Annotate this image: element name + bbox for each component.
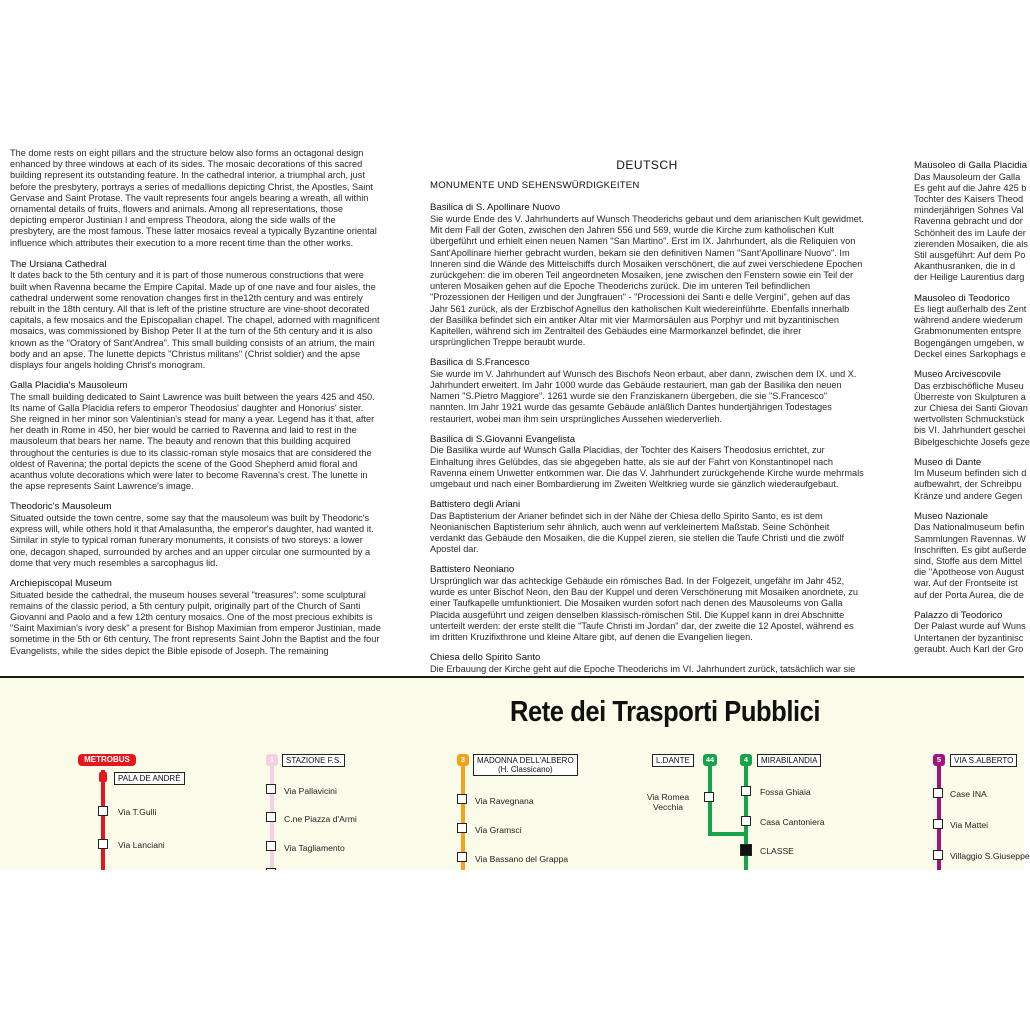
english-section xyxy=(10,380,382,492)
english-intro: The dome rests on eight pillars and the structure below also forms an octagonal design enhanced by three windows at each of its sides. The mosaic decorations of this sacred building represent its outstanding feature. In the cathedral interior, a triumphal arch, just before the presbytery, portrays a series of medallions depicting Christ, the Apostles, Saint Gervase and Saint Protase. The vault represents four angels bearing a wreath, all within ornamental details of fruits, flowers and animals. Among all representations, those depicting emperor Justinian I and empress Theodora, along the side walls of the presbytery, are the most famous. These latter mosaics reveal a typically Byzantine oriental influence which attributes their execution to a more recent time than the other works. xyxy=(10,148,377,248)
section-line: der Heilige Laurentius darg xyxy=(914,272,1025,283)
deutsch-section xyxy=(430,499,864,555)
section-text: Sie wurde Ende des V. Jahrhunderts auf Wunsch Theoderichs gebaut und dem arianischen Kult gewidmet. Mit dem Fall der Goten, zwischen den Jahren 556 und 569, wurde die Kirche zum katholischen Kult übergeführt und erhielt einen neuen Namen "San Martino". Erst im IX. Jahrhundert, als die Reliquien von Sant'Apollinare hierher gebracht wurden, bekam sie den definitiven Namen "Sant'Apollinare Nuovo". Im Inneren sind die Wände des Mittelschiffs durch Mosaiken verschönert, die auf zwei verschiedene Epochen zurückgehen: die im oberen Teil angeordneten Mosaiken, jene zwischen den Fenstern sowie ein Teil der unteren Mosaiken gehen auf die Epoche Theoderichs zurück. Die im unteren Teil befindlichen "Prozessionen der Heiligen und der Jungfrauen" - "Processioni dei Santi e delle Vergini", gehen auf das Jahr 561 zurück, als der Erzbischof Agnellus den katholischen Kult wiedereinführte. Ebenfalls innerhalb der Basilika befindet sich ein antiker Altar mit vier Marmorsäulen aus Porphyr und mit byzantinischen Kapitellen, während sich im Zentralteil des Gebäudes eine Marmorkanzel befindet, die ihrer ursprünglichen Treppe beraubt wurde. xyxy=(430,213,864,348)
stop-label: Via Gramsci xyxy=(475,825,522,835)
right-section xyxy=(914,160,1028,284)
line3-stop xyxy=(457,823,467,833)
section-title: Battistero Neoniano xyxy=(430,564,515,576)
section-text: Sie wurde im V. Jahrhundert auf Wunsch des Bischofs Neon erbaut, aber dann, zwischen dem IX. und X. Jahrhundert erweitert. Im Jahr 1000 wurde das Gebäude restauriert, man gab der Basilika den neuen Namen "S.Pietro Maggiore". 1261 wurde sie den Franziskanern übergeben, die sie "S.Francesco" nannten. Im Jahr 1921 wurde das gesamte Gebäude anläßlich Dantes hundertjährigen Todestages restauriert, wobei man ihm sein ursprüngliches Aussehen wiederverlieh. xyxy=(430,368,857,424)
stop-label: Fossa Ghiaia xyxy=(760,787,811,797)
right-section xyxy=(914,510,1027,601)
stop-label: Via Lanciani xyxy=(118,840,165,850)
stop-label: Case INA xyxy=(950,789,987,799)
section-line: Überreste von Skulpturen a xyxy=(914,391,1026,402)
section-line: minderjährigen Sohnes Val xyxy=(914,205,1024,216)
line5-badge: 5 xyxy=(933,754,945,766)
metrobus-badge: METROBUS xyxy=(78,754,136,766)
section-title: Museo Nazionale xyxy=(914,510,989,522)
section-title: Museo Arcivescovile xyxy=(914,369,1001,381)
section-title: Palazzo di Teodorico xyxy=(914,609,1003,621)
line1-badge: 1 xyxy=(266,754,278,766)
line1-stop xyxy=(266,812,276,822)
english-section xyxy=(10,259,382,371)
stop-label: Via Ravegnana xyxy=(475,796,534,806)
section-line: Bogengängen umgeben, w xyxy=(914,337,1024,348)
section-line: Tochter des Kaisers Theod xyxy=(914,193,1024,204)
section-line: die "Apotheose von August xyxy=(914,567,1025,578)
line1-stop xyxy=(266,784,276,794)
section-line: Inschriften. Es gibt außerde xyxy=(914,544,1027,555)
section-text: Situated beside the cathedral, the museum houses several "treasures": some sculptural remains of the classic period, a 5th century pulpit, originally part of the Church of Santi Giovanni and Paolo and a few 12th century mosaics. One of the most precious exhibits is "Saint Maximian's ivory desk" a present for Bishop Maximian from emperor Justinian, made sometime in the 5th or 6th century. The front represents Saint John the Baptist and the four Evangelists, while the sides depict the Bible episode of Joseph. The remaining xyxy=(10,589,381,656)
line5-stop xyxy=(933,819,943,829)
stop-label: Villaggio S.Giuseppe xyxy=(950,851,1030,861)
transit-title: Rete dei Trasporti Pubblici xyxy=(510,696,821,728)
stop-label: Via Tagliamento xyxy=(284,843,345,853)
line44-terminus: L.DANTE xyxy=(652,754,694,767)
deutsch-section xyxy=(430,434,864,490)
section-line: Im Museum befinden sich d xyxy=(914,468,1027,479)
line1-stop xyxy=(266,841,276,851)
section-line: Schönheit des im Laufe der xyxy=(914,227,1026,238)
line4-stop xyxy=(741,816,751,826)
english-column xyxy=(10,148,382,656)
metrobus-terminus: PALA DE ANDRÈ xyxy=(114,772,185,785)
stop-label: Via T.Gulli xyxy=(118,807,157,817)
line44-stop xyxy=(704,792,714,802)
section-title: Chiesa dello Spirito Santo xyxy=(430,652,541,664)
section-line: zierenden Mosaiken, die als xyxy=(914,238,1028,249)
line3-stop xyxy=(457,852,467,862)
english-section xyxy=(10,578,382,657)
section-line: Das erzbischöfliche Museu xyxy=(914,380,1024,391)
section-title: Archiepiscopal Museum xyxy=(10,578,112,589)
section-line: geraubt. Auch Karl der Gro xyxy=(914,643,1024,654)
section-line: Deckel eines Sarkophags e xyxy=(914,348,1026,359)
section-line: Akanthusranken, die in d xyxy=(914,261,1016,272)
section-line: zur Chiesa dei Santi Giovan xyxy=(914,402,1028,413)
right-section xyxy=(914,292,1027,361)
section-title: The Ursiana Cathedral xyxy=(10,258,107,270)
line5-stop xyxy=(933,788,943,798)
stop-label: C.ne Piazza d'Armi xyxy=(284,814,357,824)
section-title: Theodoric's Mausoleum xyxy=(10,501,112,513)
section-line: Das Nationalmuseum befin xyxy=(914,522,1025,533)
right-column xyxy=(914,160,1030,654)
section-line: auf der Porta Aurea, die de xyxy=(914,589,1024,600)
line3-terminus-sub: (H. Classicano) xyxy=(497,765,553,774)
line44-badge: 44 xyxy=(703,754,717,766)
metrobus-line xyxy=(101,770,105,880)
section-line: Grabmonumenten entspre xyxy=(914,326,1022,337)
metrobus-stop xyxy=(98,839,108,849)
english-section xyxy=(10,501,382,569)
deutsch-section xyxy=(430,202,864,348)
transit-map xyxy=(0,676,1030,872)
section-title: Basilica di S. Apollinare Nuovo xyxy=(430,202,561,214)
section-line: Kränze und andere Gegen xyxy=(914,490,1023,501)
right-section xyxy=(914,369,1030,448)
stop-label: Casa Cantoniera xyxy=(760,817,825,827)
stop-label: CLASSE xyxy=(760,846,794,856)
section-title: Basilica di S.Giovanni Evangelista xyxy=(430,433,576,445)
section-title: Galla Placidia's Mausoleum xyxy=(10,380,128,392)
section-text: It dates back to the 5th century and it is part of those numerous constructions that were built when Ravenna became the Empire Capital. Made up of one nave and four aisles, the cathedral underwent some renovation changes first in the12th century and was entirely rebuilt in the 18th century. All that is left of the pristine structure are vine-shoot decorated capitals, a few mosaics and the Episcopalian chapel. The chapel, adorned with magnificent mosaics, was commissioned by Bishop Peter II at the turn of the 5th century and it is also known as the "Oratory of Sant'Andrea". This small building consists of an atrium, the main body and an apse. The lunette depicts "Christus militans" (Christ soldier) and the apse displays four angels holding Christ's monogram. xyxy=(10,270,380,370)
section-text: The small building dedicated to Saint Lawrence was built between the years 425 and 450. Its name of Galla Placidia refers to emperor Theodosius' daughter and Honorius' sister. She reigned in her minor son Valentinian's stead for many a year. Legend has it that, after her death in Rome in 450, her bier would be carried to Ravenna and laid to rest in the mausoleum that bears her name. The beauty and renown that this building acquired throughout the centuries is due to its classic-roman style mosaics that are considered the oldest of Ravenna; the portal depicts the scene of the Good Shepherd amid floral and acanthus volute decorations which were later to become Ravenna's crest. The lunette in the apse represents Saint Lawrence's image. xyxy=(10,391,375,492)
stop-label: Via Pallavicini xyxy=(284,786,337,796)
section-line: war. Auf der Frontseite ist xyxy=(914,578,1018,589)
section-line: Das Mausoleum der Galla xyxy=(914,171,1021,182)
section-line: Bibelgeschichte Josefs geze xyxy=(914,436,1030,447)
section-line: während andere wiederum xyxy=(914,315,1023,326)
section-text: Ursprünglich war das achteckige Gebäude ein römisches Bad. In der Folgezeit, ungefähr im Jahr 452, wurde es unter Bischof Neon, den Bau der Kuppel und deren Verschönerung mit Mosaiken anordnete, zu einer Taufkapelle umfunktioniert. Die Mosaiken wurden sofort nach denen des Mausoleums von Galla Placida ausgeführt und zeigen denselben klassisch-römischen Stil. Die Kuppel kann in drei Abschnitte unterteilt werden: der erste stellt die "Taufe Christi im Jordan" dar, der zweite die 12 Apostel, während es im dritten Kruzifixthrone und kleine Altare gibt, auf denen die Evangelien liegen. xyxy=(430,575,858,642)
stop-label: Via Mattei xyxy=(950,820,989,830)
section-title: Battistero degli Ariani xyxy=(430,499,521,511)
section-title: Museo di Dante xyxy=(914,456,982,468)
deutsch-section xyxy=(430,357,864,425)
line3-terminus-name: MADONNA DELL'ALBERO xyxy=(477,756,574,765)
line5-terminus: VIA S.ALBERTO xyxy=(950,754,1017,767)
right-section xyxy=(914,456,1027,502)
deutsch-section xyxy=(430,652,864,675)
section-title: Mausoleo di Galla Placidia xyxy=(914,160,1028,171)
section-line: Ravenna gebracht und dor xyxy=(914,216,1023,227)
line3-stop xyxy=(457,794,467,804)
metrobus-stop xyxy=(98,806,108,816)
line4-badge: 4 xyxy=(740,754,752,766)
bottom-margin xyxy=(0,870,1024,1024)
section-title: Basilica di S.Francesco xyxy=(430,357,530,369)
line44-connector xyxy=(708,832,748,836)
section-text: Situated outside the town centre, some say that the mausoleum was built by Theodoric's express will, while others hold it that Amalasuntha, the emperor's daughter, had wanted it. Similar in style to typical roman funerary monuments, it consists of two storeys: a lower one, decagon shaped, surrounded by arches and an upper circular one surmounted by a dome that very much resembles a sarcophagus lid. xyxy=(10,512,374,568)
stop-label: Via Romea Vecchia xyxy=(646,792,690,812)
section-line: bis VI. Jahrhundert geschei xyxy=(914,425,1026,436)
line5-stop xyxy=(933,850,943,860)
section-line: Es liegt außerhalb des Zent xyxy=(914,304,1027,315)
section-line: aufbewahrt, der Schreibpu xyxy=(914,479,1022,490)
section-line: Sammlungen Ravennas. W xyxy=(914,533,1026,544)
section-line: Es geht auf die Jahre 425 b xyxy=(914,182,1027,193)
section-title: Mausoleo di Teodorico xyxy=(914,292,1010,304)
metrobus-terminal-marker xyxy=(99,772,107,782)
right-section xyxy=(914,610,1024,655)
section-line: sind, Stoffe aus dem Mittel xyxy=(914,555,1023,566)
section-line: wertvollsten Schmuckstück xyxy=(914,414,1025,425)
section-line: Untertanen der byzantinisc xyxy=(914,632,1024,643)
line4-terminus: MIRABILANDIA xyxy=(757,754,821,767)
section-line: Der Palast wurde auf Wuns xyxy=(914,621,1026,632)
line4-major-stop xyxy=(740,844,752,856)
deutsch-heading: DEUTSCH xyxy=(616,158,678,172)
stop-label: Via Bassano del Grappa xyxy=(475,854,569,864)
section-text: Das Baptisterium der Arianer befindet sich in der Nähe der Chiesa dello Spirito Santo, es ist dem Neonianischen Baptisterium sehr ähnlich, auch wenn auf verkleinertem Maßstab. Seine Schönheit verdankt das Gebäude den Mosaiken, die die Kuppel zieren, sie stellen die Taufe Christi und die zwölf Apostel dar. xyxy=(430,510,845,555)
deutsch-subheading: MONUMENTE UND SEHENSWÜRDIGKEITEN xyxy=(430,180,640,192)
section-text: Die Basilika wurde auf Wunsch Galla Placidias, der Tochter des Kaisers Theodosius errichtet, zur Einhaltung ihres Gelübdes, das sie abgegeben hatte, als sie auf der Fahrt von Konstantinopel nach Ravenna einem Unwetter entkommen war. Die das V. Jahrhundert zurückgehende Kirche wurde mehrmals umgebaut und nach einer Bombardierung im Zweiten Weltkrieg wurde sie gänzlich wiederaufgebaut. xyxy=(430,445,864,489)
line3-badge: 3 xyxy=(457,754,469,766)
section-line: Stil ausgeführt: Auf dem Po xyxy=(914,249,1026,260)
deutsch-section xyxy=(430,564,864,643)
line1-terminus: STAZIONE F.S. xyxy=(282,754,345,767)
section-text: Die Erbauung der Kirche geht auf die Epoche Theoderichs im VI. Jahrhundert zurück, tatsächlich war sie xyxy=(430,663,856,674)
line4-stop xyxy=(741,786,751,796)
line3-terminus xyxy=(473,754,578,776)
deutsch-column xyxy=(430,158,864,674)
